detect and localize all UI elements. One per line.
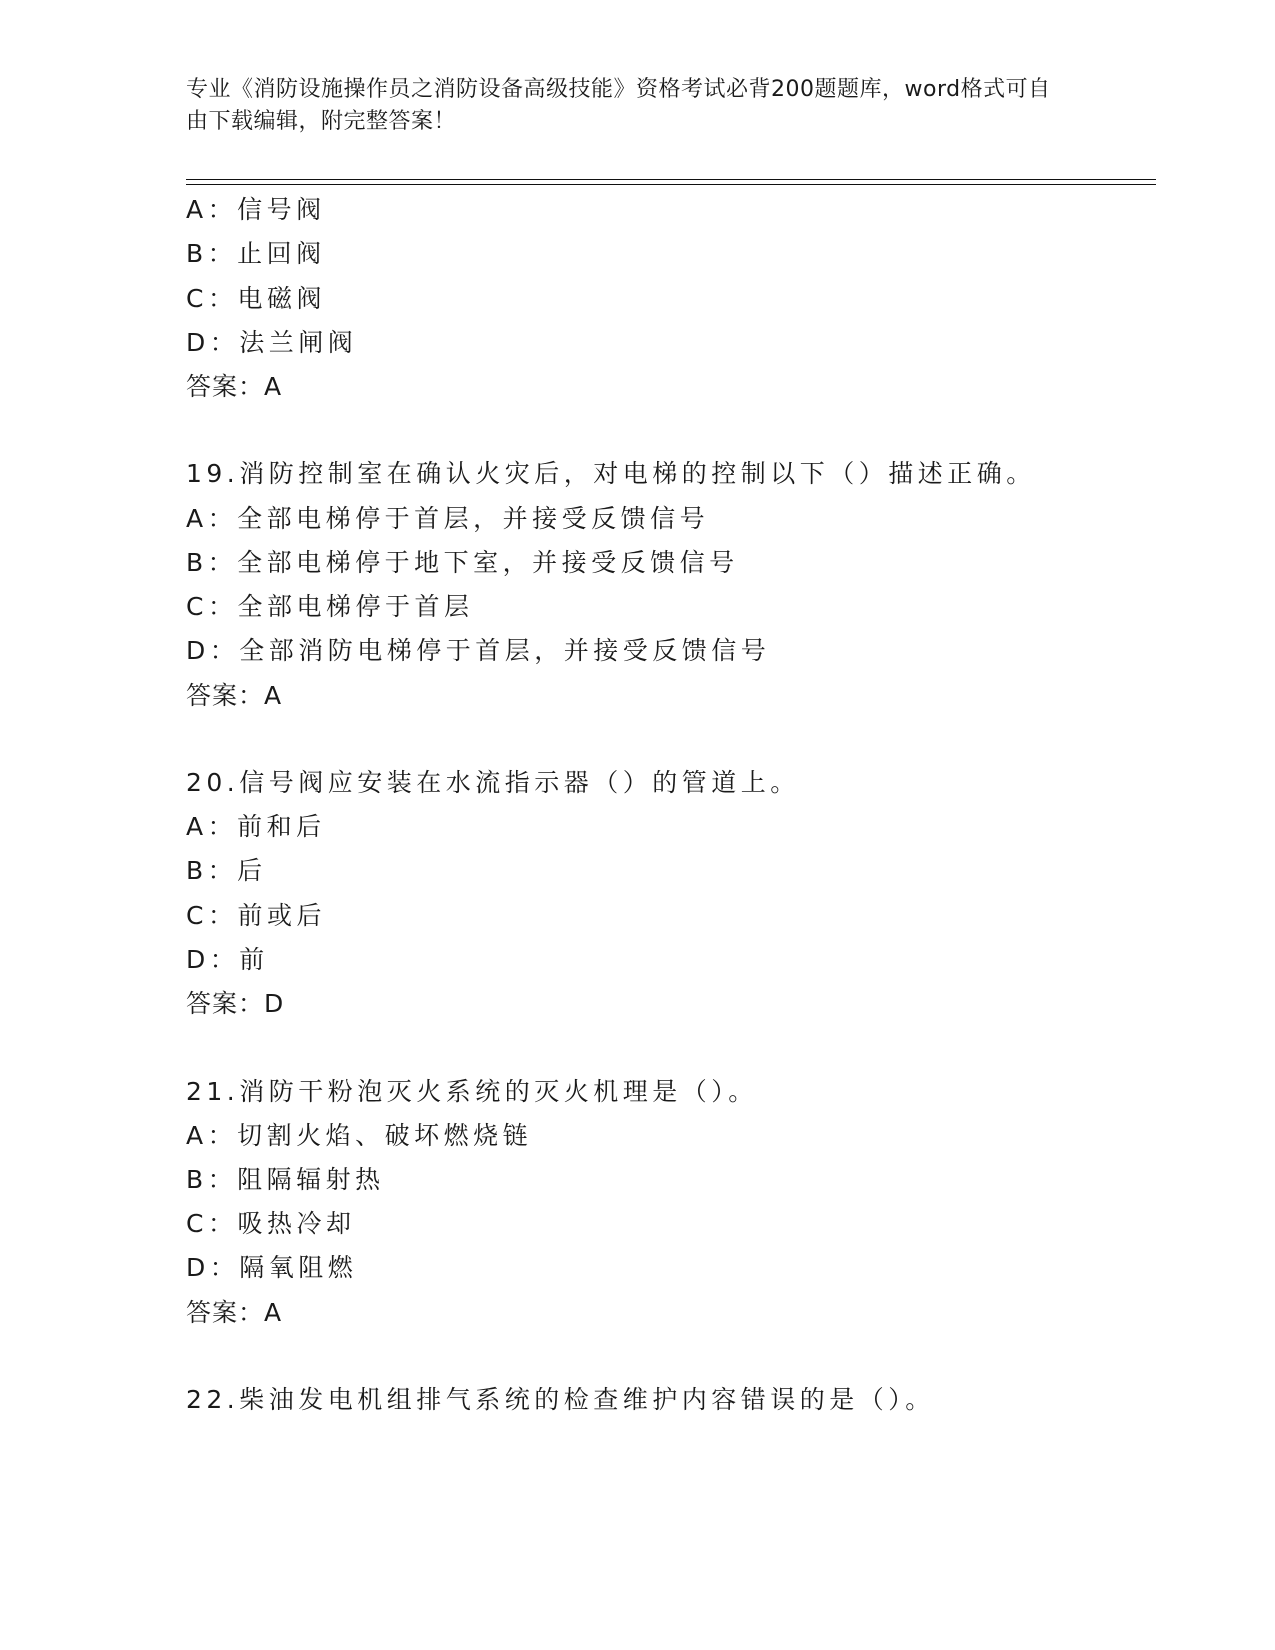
q20-question: 20.信号阀应安装在水流指示器（）的管道上。 xyxy=(186,768,800,797)
q18-option-c: C：电磁阀 xyxy=(186,284,326,313)
q20-option-c: C：前或后 xyxy=(186,901,326,930)
q21-option-d: D：隔氧阻燃 xyxy=(186,1253,358,1282)
q21-option-b: B：阻隔辐射热 xyxy=(186,1165,385,1194)
q20-option-b: B：后 xyxy=(186,856,267,885)
q20-option-a: A：前和后 xyxy=(186,812,326,841)
q19-option-a: A：全部电梯停于首层，并接受反馈信号 xyxy=(186,504,710,533)
q19-option-c: C：全部电梯停于首层 xyxy=(186,592,474,621)
header-divider-top xyxy=(186,179,1156,180)
q19-answer: 答案：A xyxy=(186,681,283,710)
q18-option-d: D：法兰闸阀 xyxy=(186,328,358,357)
q18-option-b: B：止回阀 xyxy=(186,239,326,268)
q18-option-a: A：信号阀 xyxy=(186,195,326,224)
q21-answer: 答案：A xyxy=(186,1298,283,1327)
q18-answer: 答案：A xyxy=(186,372,283,401)
header-divider-bottom xyxy=(186,184,1156,185)
q19-option-b: B：全部电梯停于地下室，并接受反馈信号 xyxy=(186,548,739,577)
q19-question: 19.消防控制室在确认火灾后，对电梯的控制以下（）描述正确。 xyxy=(186,459,1036,488)
q21-option-c: C：吸热冷却 xyxy=(186,1209,356,1238)
q22-question: 22.柴油发电机组排气系统的检查维护内容错误的是（）。 xyxy=(186,1385,935,1414)
q20-option-d: D：前 xyxy=(186,945,269,974)
q19-option-d: D：全部消防电梯停于首层，并接受反馈信号 xyxy=(186,636,771,665)
document-header: 专业《消防设施操作员之消防设备高级技能》资格考试必背200题题库，word格式可自由下载编辑，附完整答案！ xyxy=(186,77,1051,134)
q21-option-a: A：切割火焰、破坏燃烧链 xyxy=(186,1121,533,1150)
q20-answer: 答案：D xyxy=(186,989,285,1018)
q21-question: 21.消防干粉泡灭火系统的灭火机理是（）。 xyxy=(186,1077,758,1106)
